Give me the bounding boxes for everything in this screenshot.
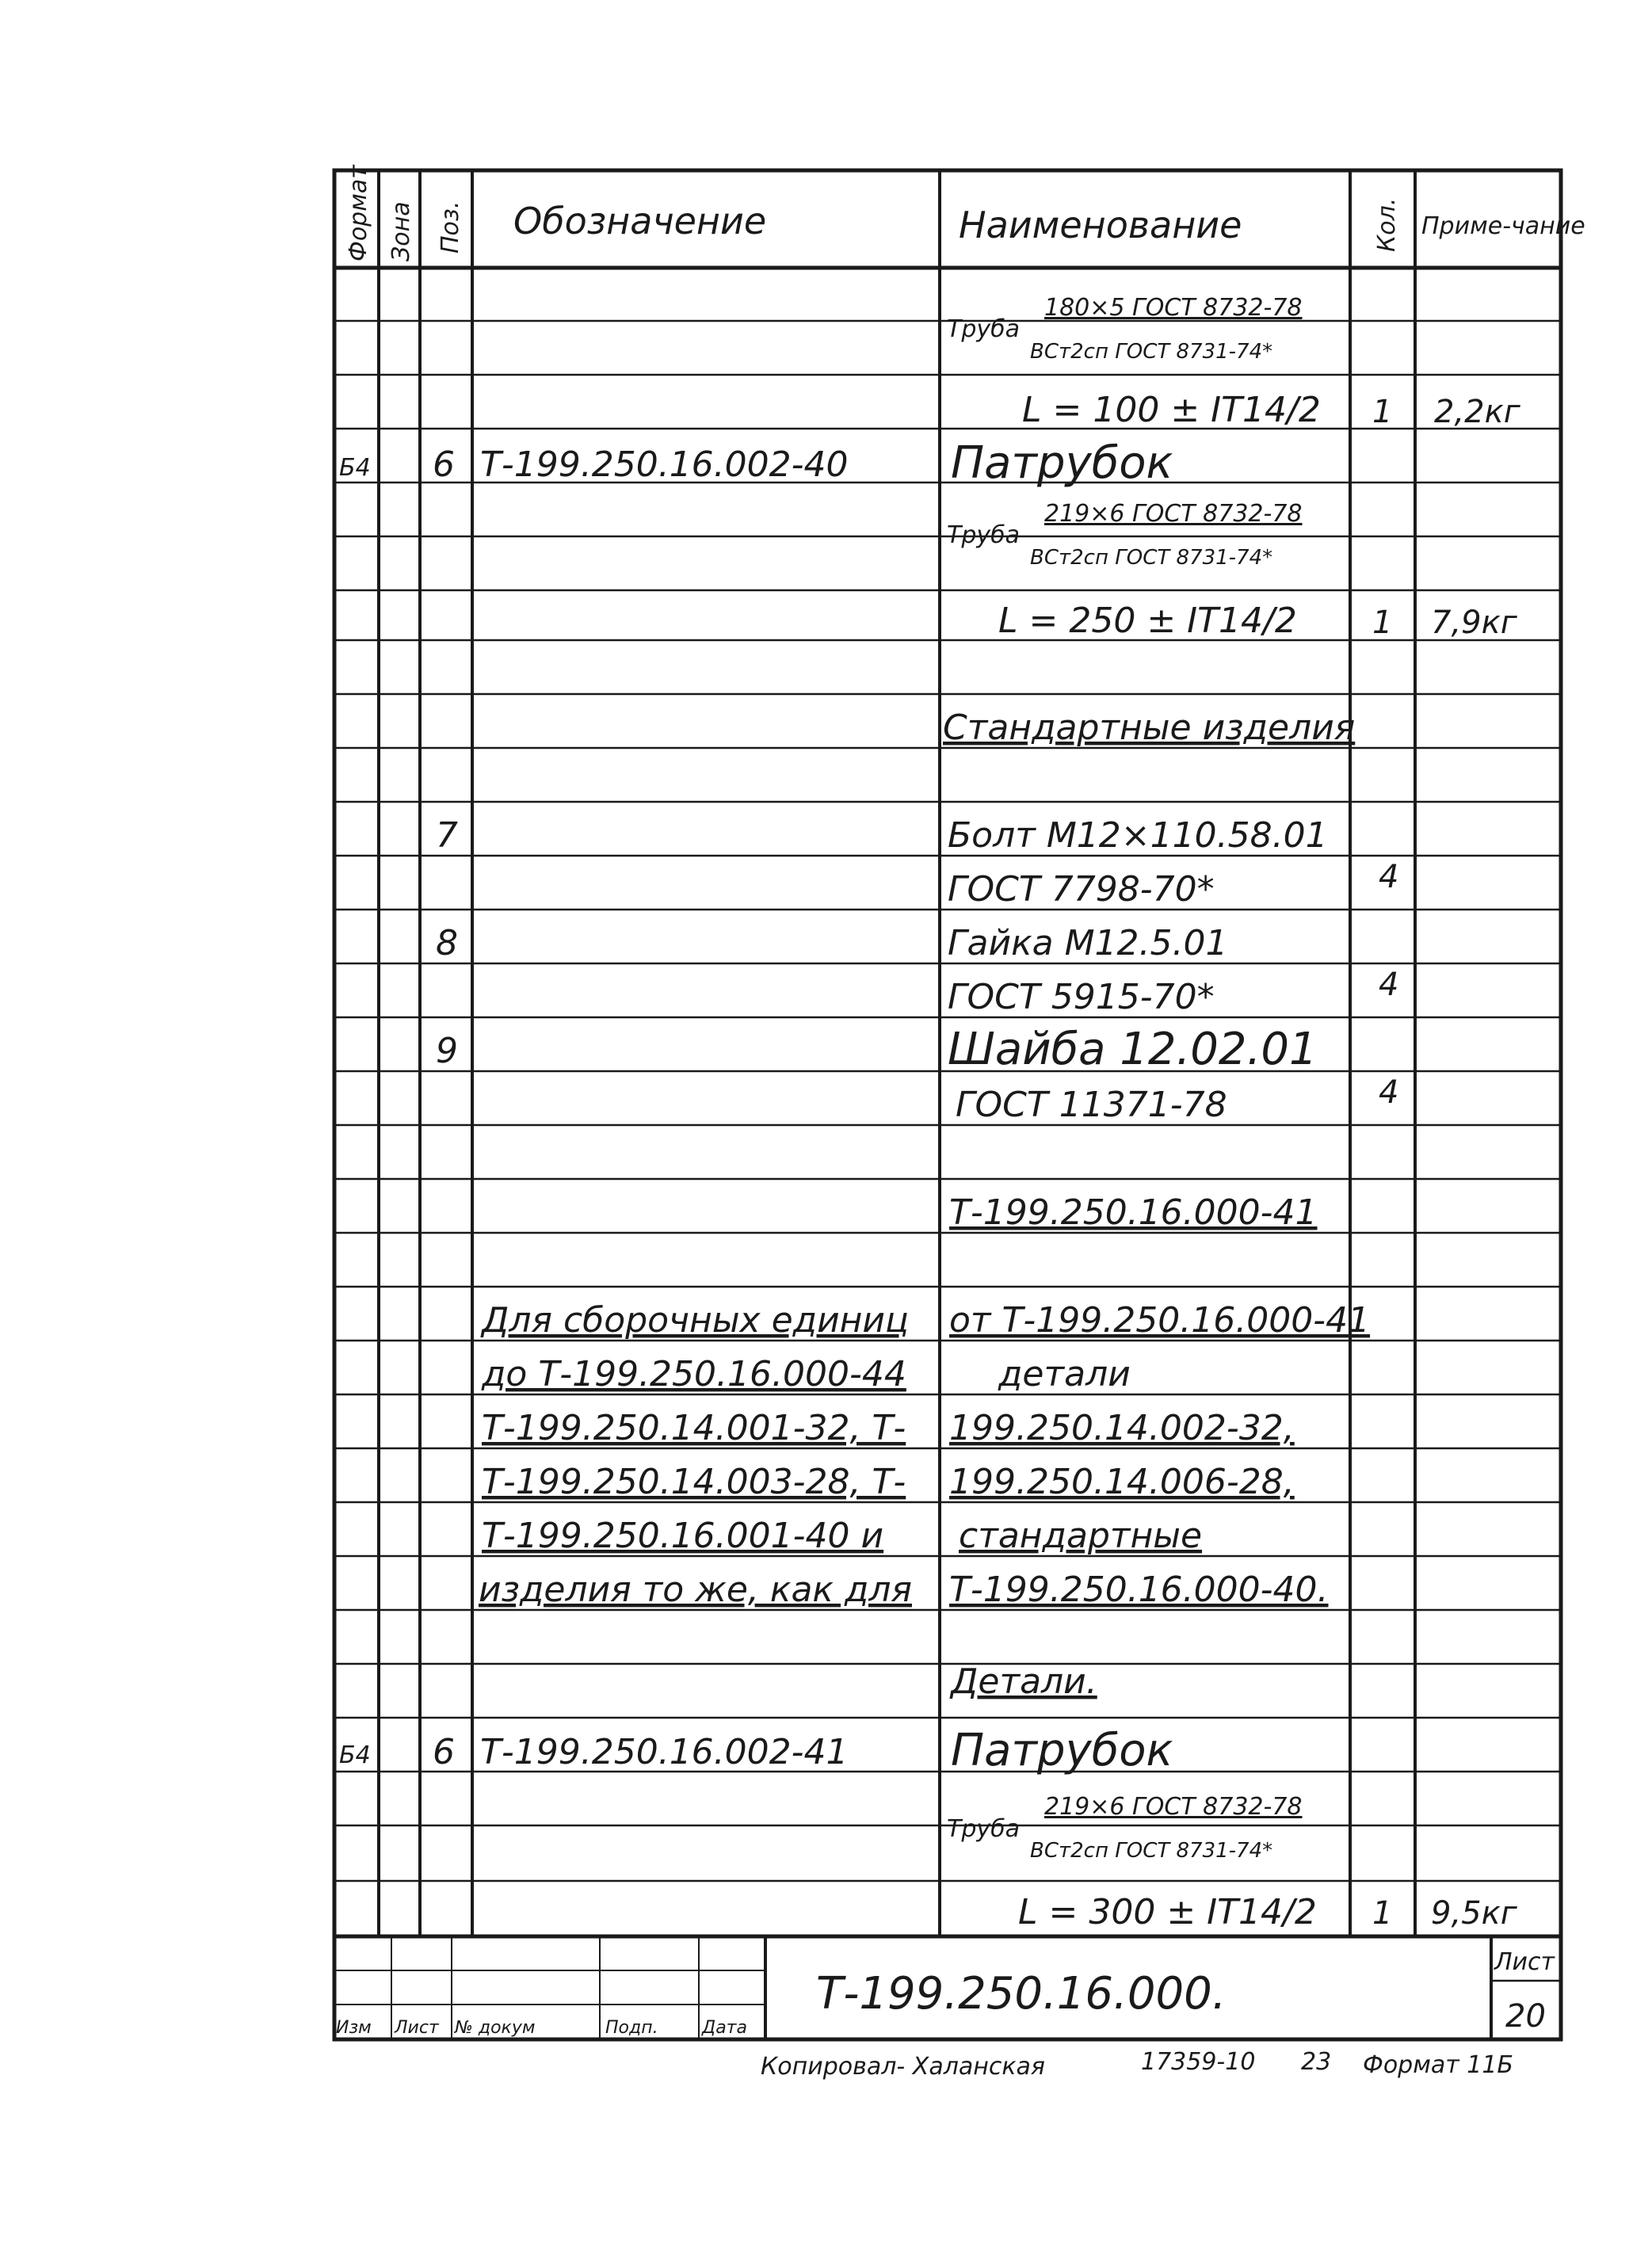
header-pos: Поз. (437, 200, 464, 254)
nut-standard: ГОСТ 5915-70* (948, 977, 1215, 1017)
pipe3-label: Труба (947, 1815, 1021, 1843)
sig-label-list: Лист (395, 2018, 439, 2038)
bolt-qty: 4 (1379, 859, 1399, 895)
bolt-standard: ГОСТ 7798-70* (948, 869, 1215, 910)
header-zone: Зона (387, 201, 415, 261)
nut-name: Гайка М12.5.01 (948, 923, 1228, 963)
header-qty: Кол. (1373, 197, 1401, 252)
pos7: 7 (436, 815, 458, 856)
copied-by: Копировал- Халанская (761, 2053, 1045, 2081)
pipe3-length: L = 300 ± IT14/2 (1018, 1892, 1317, 1932)
format-stamp: Формат 11Б (1363, 2051, 1514, 2079)
part6a-designation: Т-199.250.16.002-40 (480, 444, 849, 485)
sheet-number: 20 (1505, 1998, 1546, 2035)
sig-label-sign: Подп. (605, 2018, 658, 2038)
part6b-name: Патрубок (951, 1725, 1173, 1776)
note-right-4: 199.250.14.006-28, (949, 1462, 1295, 1502)
note-right-1: от Т-199.250.16.000-41 (949, 1300, 1371, 1341)
note-left-4: Т-199.250.14.003-28, Т- (482, 1462, 906, 1502)
pipe3-mass: 9,5кг (1431, 1895, 1517, 1932)
header-name: Наименование (959, 204, 1242, 246)
note-left-1: Для сборочных единиц (482, 1300, 909, 1341)
page-number: 23 (1301, 2048, 1332, 2076)
pipe2-qty: 1 (1372, 605, 1393, 641)
note-right-2: детали (998, 1354, 1131, 1394)
part6b-pos: 6 (433, 1732, 455, 1772)
pipe2-mass: 7,9кг (1431, 605, 1517, 641)
part6a-name: Патрубок (951, 437, 1173, 489)
pipe2-material: ВСт2сп ГОСТ 8731-74* (1030, 546, 1273, 570)
note-right-5: стандартные (959, 1516, 1203, 1556)
std-items-heading: Стандартные изделия (943, 708, 1356, 748)
note-left-5: Т-199.250.16.001-40 и (482, 1516, 884, 1556)
note-left-3: Т-199.250.14.001-32, Т- (482, 1408, 906, 1448)
part6b-designation: Т-199.250.16.002-41 (480, 1732, 849, 1772)
header-format: Формат (345, 165, 372, 261)
pipe1-size: 180×5 ГОСТ 8732-78 (1044, 294, 1303, 322)
table-body (339, 294, 1521, 1932)
pipe3-material: ВСт2сп ГОСТ 8731-74* (1030, 1839, 1273, 1863)
title-block (336, 1948, 1556, 2038)
note-right-3: 199.250.14.002-32, (949, 1408, 1295, 1448)
pos9: 9 (436, 1031, 458, 1071)
pipe2-size: 219×6 ГОСТ 8732-78 (1044, 500, 1303, 528)
bolt-name: Болт М12×110.58.01 (948, 815, 1328, 856)
pipe1-material: ВСт2сп ГОСТ 8731-74* (1030, 340, 1273, 364)
pipe1-mass: 2,2кг (1434, 394, 1520, 430)
part6a-pos: 6 (433, 444, 455, 485)
pos8: 8 (436, 923, 458, 963)
sig-label-date: Дата (702, 2018, 747, 2038)
assembly-41: Т-199.250.16.000-41 (949, 1192, 1318, 1233)
part6a-format: Б4 (339, 454, 371, 482)
note-left-2: до Т-199.250.16.000-44 (482, 1354, 906, 1394)
footer (761, 2048, 1513, 2081)
washer-qty: 4 (1379, 1074, 1399, 1111)
sig-label-izm: Изм (336, 2018, 372, 2038)
pipe2-label: Труба (947, 521, 1021, 549)
part6b-format: Б4 (339, 1741, 371, 1769)
sheet-label: Лист (1494, 1948, 1555, 1976)
note-left-6: изделия то же, как для (479, 1570, 912, 1610)
order-number: 17359-10 (1141, 2048, 1256, 2076)
pipe1-qty: 1 (1372, 394, 1393, 430)
washer-standard: ГОСТ 11371-78 (956, 1085, 1227, 1125)
table-header (345, 164, 1585, 261)
pipe1-length: L = 100 ± IT14/2 (1022, 390, 1321, 430)
pipe1-label: Труба (947, 315, 1021, 343)
note-right-6: Т-199.250.16.000-40. (949, 1570, 1329, 1610)
sig-label-doc: № докум (455, 2018, 536, 2038)
pipe3-qty: 1 (1372, 1895, 1393, 1932)
document-number: Т-199.250.16.000. (816, 1968, 1227, 2020)
nut-qty: 4 (1379, 967, 1399, 1003)
header-note: Приме-чание (1421, 212, 1585, 240)
header-designation: Обозначение (513, 200, 767, 242)
washer-name: Шайба 12.02.01 (948, 1024, 1318, 1075)
pipe3-size: 219×6 ГОСТ 8732-78 (1044, 1793, 1303, 1821)
pipe2-length: L = 250 ± IT14/2 (998, 601, 1297, 641)
details-heading: Детали. (951, 1661, 1097, 1702)
